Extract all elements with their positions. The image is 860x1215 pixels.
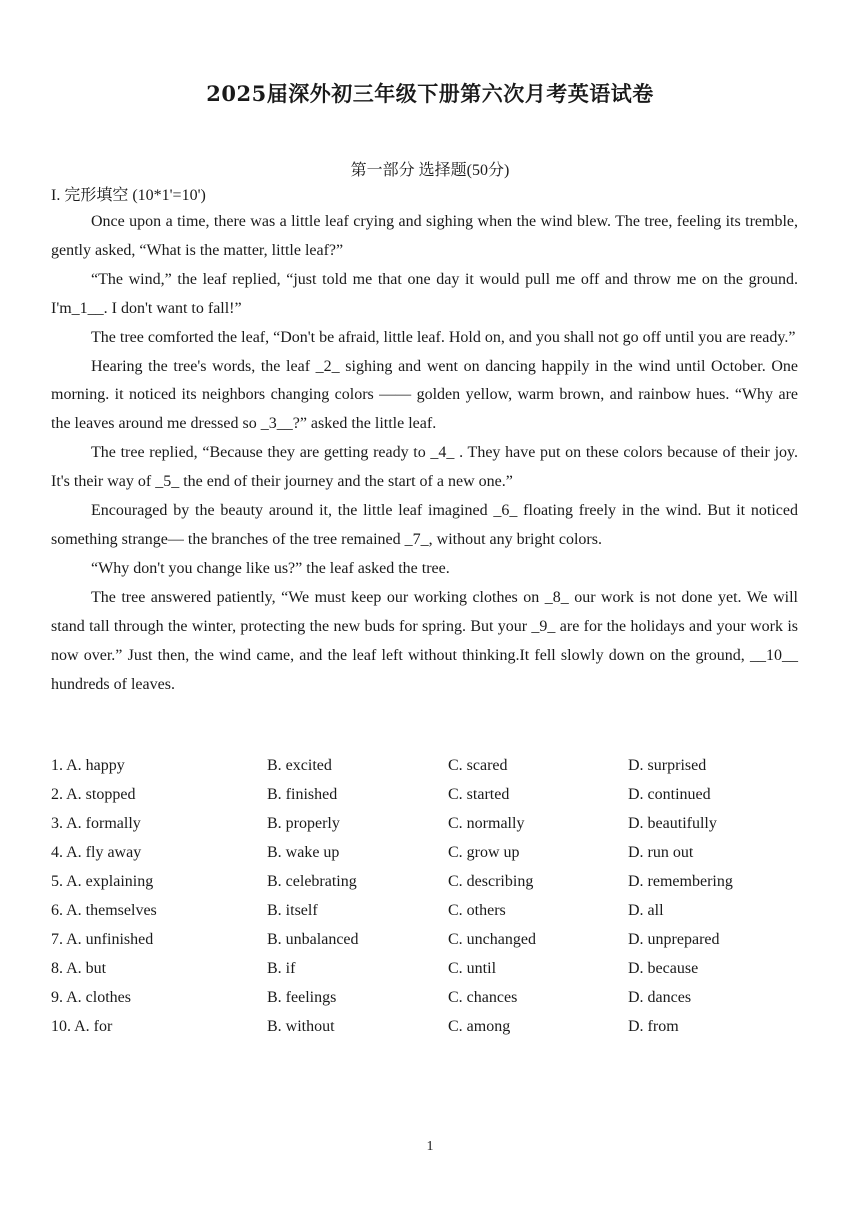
- passage-paragraph: The tree comforted the leaf, “Don't be afraid, little leaf. Hold on, and you shall not go off until you are ready.”: [91, 328, 796, 346]
- option-d: D. run out: [628, 844, 694, 861]
- question-row: [51, 780, 811, 809]
- option-a: 5. A. explaining: [51, 873, 154, 890]
- option-c: C. others: [448, 902, 506, 919]
- option-c: C. grow up: [448, 844, 520, 861]
- option-a: 9. A. clothes: [51, 989, 131, 1006]
- passage-paragraph: The tree answered patiently, “We must keep our working clothes on _8_ our work is not done yet. We will stand tall through the winter, protecting the new buds for spring. But your _9_ are for the holidays and your work is now over.” Just then, the wind came, and the leaf left without thinking.It fell slowly down on the ground, __10__ hundreds of leaves.: [51, 588, 798, 693]
- passage-paragraph: “The wind,” the leaf replied, “just told me that one day it would pull me off and throw me on the ground. I'm_1__. I don't want to fall!”: [51, 270, 798, 317]
- option-c: C. started: [448, 786, 510, 803]
- question-row: [51, 751, 811, 780]
- option-a: 4. A. fly away: [51, 844, 142, 861]
- option-b: B. feelings: [267, 989, 337, 1006]
- question-row: [51, 809, 811, 838]
- option-a: 7. A. unfinished: [51, 931, 154, 948]
- option-c: C. describing: [448, 873, 534, 890]
- option-c: C. normally: [448, 815, 525, 832]
- question-row: [51, 867, 811, 896]
- option-d: D. dances: [628, 989, 692, 1006]
- passage-paragraph: Encouraged by the beauty around it, the little leaf imagined _6_ floating freely in the wind. But it noticed something strange— the branches of the tree remained _7_, without any bright colors.: [51, 502, 798, 548]
- part-heading: 第一部分 选择题(50分): [350, 162, 510, 179]
- option-c: C. chances: [448, 989, 518, 1006]
- question-row: [51, 925, 811, 954]
- option-d: D. all: [628, 902, 664, 919]
- page-number: 1: [426, 1139, 434, 1154]
- option-d: D. continued: [628, 786, 711, 803]
- option-b: B. finished: [267, 786, 338, 803]
- passage-paragraph: Once upon a time, there was a little leaf crying and sighing when the wind blew. The tree, feeling its tremble, gently asked, “What is the matter, little leaf?”: [51, 213, 798, 259]
- question-row: [51, 983, 811, 1012]
- question-row: [51, 896, 811, 925]
- option-b: B. unbalanced: [267, 931, 359, 948]
- option-b: B. itself: [267, 902, 318, 919]
- passage-paragraph: Hearing the tree's words, the leaf _2_ sighing and went on dancing happily in the wind until October. One morning. it noticed its neighbors changing colors —— golden yellow, warm brown, and rainbow hues. “Why are the leaves around me dressed so _3__?” asked the little leaf.: [51, 357, 798, 433]
- option-b: B. without: [267, 1018, 335, 1035]
- option-b: B. properly: [267, 815, 340, 832]
- cloze-passage: [51, 208, 798, 699]
- option-c: C. among: [448, 1018, 511, 1035]
- option-d: D. because: [628, 960, 699, 977]
- option-b: B. if: [267, 960, 296, 977]
- section-heading: I. 完形填空 (10*1'=10'): [51, 187, 206, 204]
- option-d: D. unprepared: [628, 931, 720, 948]
- option-a: 8. A. but: [51, 960, 107, 977]
- option-b: B. excited: [267, 757, 332, 774]
- option-a: 6. A. themselves: [51, 902, 157, 919]
- question-row: [51, 1012, 811, 1041]
- option-c: C. scared: [448, 757, 508, 774]
- option-d: D. from: [628, 1018, 679, 1035]
- option-a: 10. A. for: [51, 1018, 113, 1035]
- passage-paragraph: “Why don't you change like us?” the leaf asked the tree.: [91, 559, 450, 577]
- option-b: B. celebrating: [267, 873, 357, 890]
- option-a: 2. A. stopped: [51, 786, 136, 803]
- option-c: C. unchanged: [448, 931, 536, 948]
- option-c: C. until: [448, 960, 497, 977]
- answer-options: [51, 751, 811, 1041]
- option-a: 1. A. happy: [51, 757, 125, 774]
- option-a: 3. A. formally: [51, 815, 141, 832]
- option-d: D. beautifully: [628, 815, 717, 832]
- option-d: D. remembering: [628, 873, 733, 890]
- question-row: [51, 954, 811, 983]
- passage-paragraph: The tree replied, “Because they are getting ready to _4_ . They have put on these colors because of their joy. It's their way of _5_ the end of their journey and the start of a new one.”: [51, 444, 798, 491]
- exam-title: 2025届深外初三年级下册第六次月考英语试卷: [206, 81, 654, 106]
- option-b: B. wake up: [267, 844, 340, 861]
- option-d: D. surprised: [628, 757, 707, 774]
- question-row: [51, 838, 811, 867]
